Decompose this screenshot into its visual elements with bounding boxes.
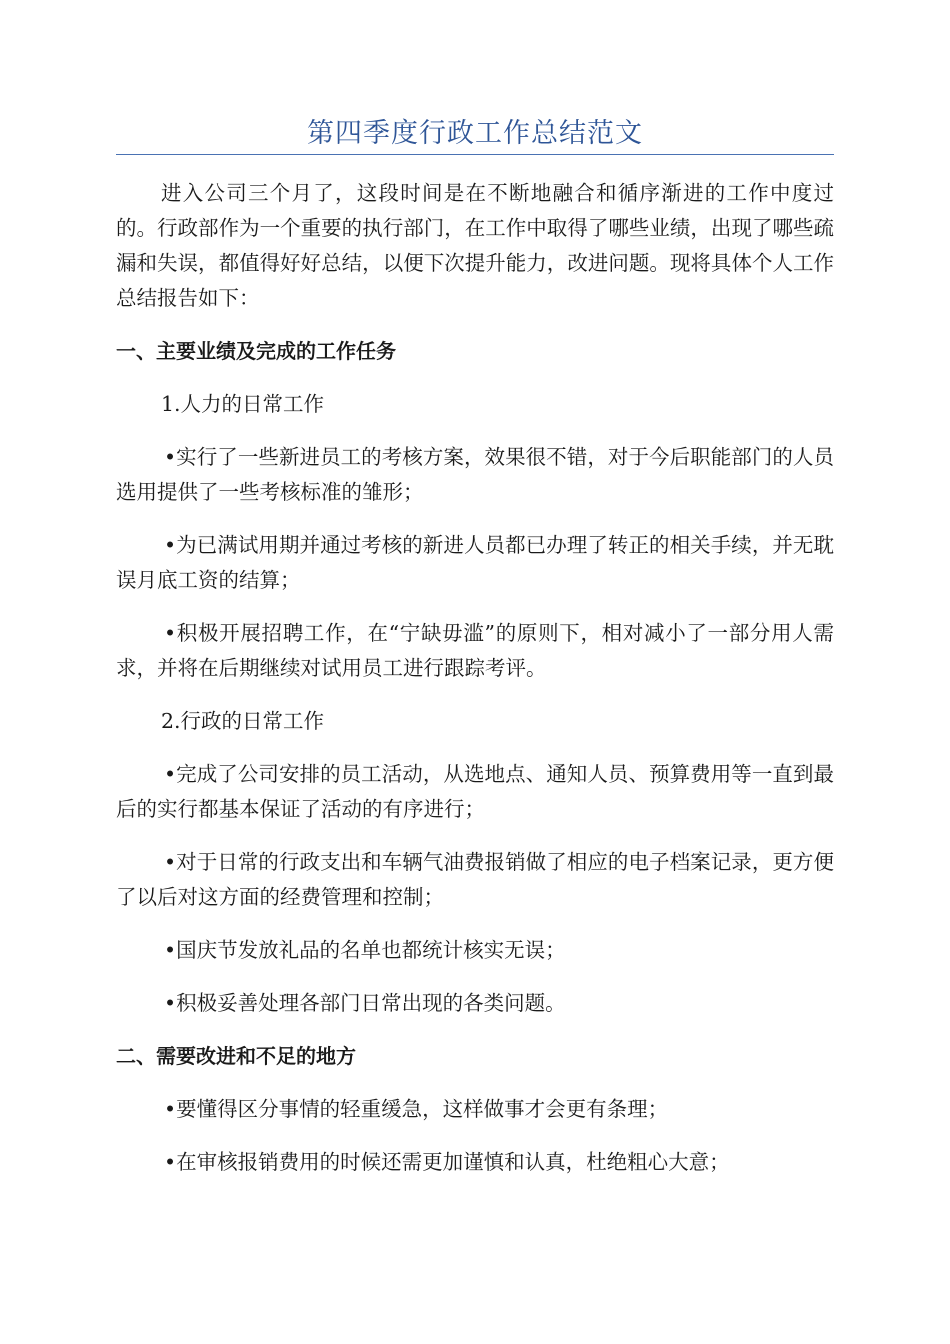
list-item: •对于日常的行政支出和车辆气油费报销做了相应的电子档案记录，更方便了以后对这方面的经费管理和控制；: [116, 850, 834, 909]
list-item: •实行了一些新进员工的考核方案，效果很不错，对于今后职能部门的人员选用提供了一些考核标准的雏形；: [116, 445, 834, 504]
section1-heading: 一、主要业绩及完成的工作任务: [116, 339, 396, 363]
title-underline: [116, 154, 834, 155]
list-item: •积极开展招聘工作，在“宁缺毋滥”的原则下，相对减小了一部分用人需求，并将在后期继续对试用员工进行跟踪考评。: [116, 621, 834, 680]
list-item: •国庆节发放礼品的名单也都统计核实无误；: [164, 938, 566, 962]
list-item: •完成了公司安排的员工活动，从选地点、通知人员、预算费用等一直到最后的实行都基本保证了活动的有序进行；: [116, 762, 834, 821]
list-item: •要懂得区分事情的轻重缓急，这样做事才会更有条理；: [164, 1097, 669, 1121]
document-body: [116, 176, 834, 1180]
intro-paragraph: 进入公司三个月了，这段时间是在不断地融合和循序渐进的工作中度过的。行政部作为一个重要的执行部门，在工作中取得了哪些业绩，出现了哪些疏漏和失误，都值得好好总结，以便下次提升能力，改进问题。现将具体个人工作总结报告如下：: [116, 181, 834, 310]
subsection1-heading: 1.人力的日常工作: [161, 392, 325, 416]
section2-heading: 二、需要改进和不足的地方: [116, 1044, 356, 1068]
list-item: •积极妥善处理各部门日常出现的各类问题。: [164, 991, 566, 1015]
list-item: •在审核报销费用的时候还需更加谨慎和认真，杜绝粗心大意；: [164, 1150, 730, 1174]
list-item: •为已满试用期并通过考核的新进人员都已办理了转正的相关手续，并无耽误月底工资的结算；: [116, 533, 834, 592]
document-title: 第四季度行政工作总结范文: [307, 118, 643, 149]
subsection2-heading: 2.行政的日常工作: [161, 709, 325, 733]
